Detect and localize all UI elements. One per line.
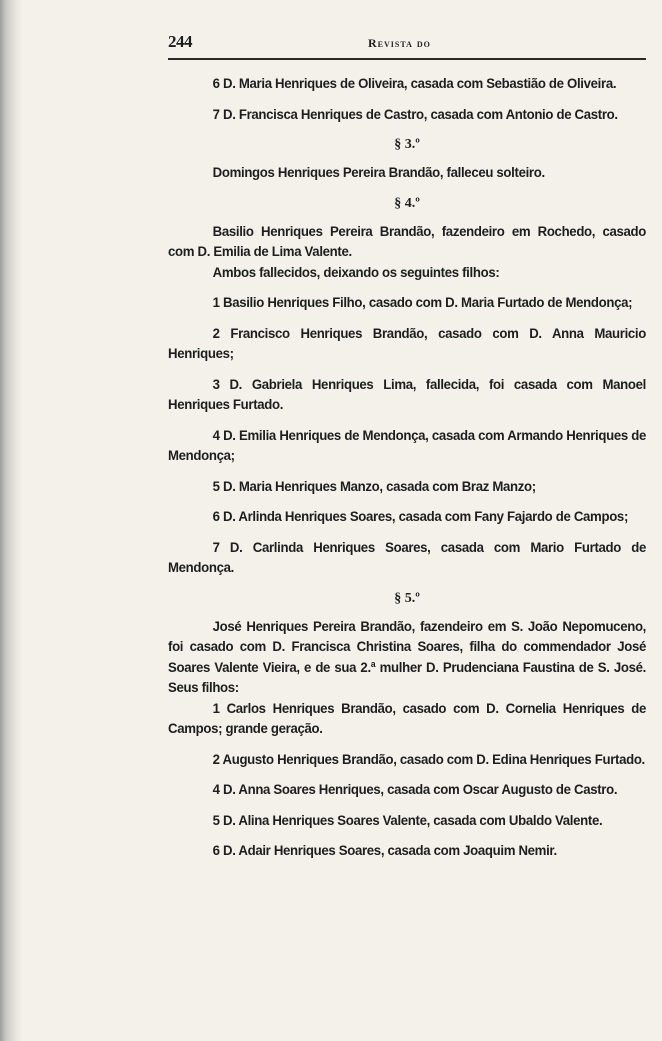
entry-paragraph: 6 D. Arlinda Henriques Soares, casada com Fany Fajardo de Campos; [212,509,629,525]
entry-paragraph: Domingos Henriques Pereira Brandão, falleceu solteiro. [212,165,545,181]
entry-paragraph: 3 D. Gabriela Henriques Lima, fallecida, foi casada com Manoel Henriques Furtado. [168,376,647,413]
entry-paragraph: José Henriques Pereira Brandão, fazendeiro em S. João Nepomuceno, foi casado com D. Francisca Christina Soares, filha do commendador José Soares Valente Vieira, e de sua 2.ª mulher D. Prudenciana Faustina de S. José. Seus filhos: [168,618,647,696]
entry-paragraph: 1 Basilio Henriques Filho, casado com D. Maria Furtado de Mendonça; [212,295,633,311]
entry-paragraph: 7 D. Francisca Henriques de Castro, casada com Antonio de Castro. [212,106,618,123]
page-header [168,30,646,60]
section-heading: § 3.º [394,137,420,152]
entry-paragraph: 6 D. Maria Henriques de Oliveira, casada com Sebastião de Oliveira. [212,76,617,92]
entry-paragraph: Basilio Henriques Pereira Brandão, fazendeiro em Rochedo, casado com D. Emilia de Lima Valente. [168,223,647,260]
page-number: 244 [168,32,192,51]
entry-paragraph: 6 D. Adair Henriques Soares, casada com Joaquim Nemir. [212,843,557,859]
section-heading: § 5.º [394,590,420,606]
entry-paragraph: 5 D. Maria Henriques Manzo, casada com Braz Manzo; [212,478,536,495]
page [168,30,646,862]
running-head: Revista do [368,36,431,50]
section-heading: § 4.º [394,195,420,211]
entry-paragraph: 5 D. Alina Henriques Soares Valente, casada com Ubaldo Valente. [212,812,603,829]
entry-paragraph: Ambos fallecidos, deixando os seguintes filhos: [212,264,500,281]
entry-paragraph: 4 D. Anna Soares Henriques, casada com Oscar Augusto de Castro. [212,782,618,798]
binding-edge [0,0,22,1041]
entry-paragraph: 4 D. Emilia Henriques de Mendonça, casada com Armando Henriques de Mendonça; [168,427,647,464]
entry-paragraph: 1 Carlos Henriques Brandão, casado com D. Cornelia Henriques de Campos; grande geração. [168,700,647,737]
entry-paragraph: 2 Francisco Henriques Brandão, casado com D. Anna Mauricio Henriques; [168,325,647,362]
entry-paragraph: 2 Augusto Henriques Brandão, casado com D. Edina Henriques Furtado. [212,751,645,768]
entry-paragraph: 7 D. Carlinda Henriques Soares, casada com Mario Furtado de Mendonça. [168,539,647,576]
